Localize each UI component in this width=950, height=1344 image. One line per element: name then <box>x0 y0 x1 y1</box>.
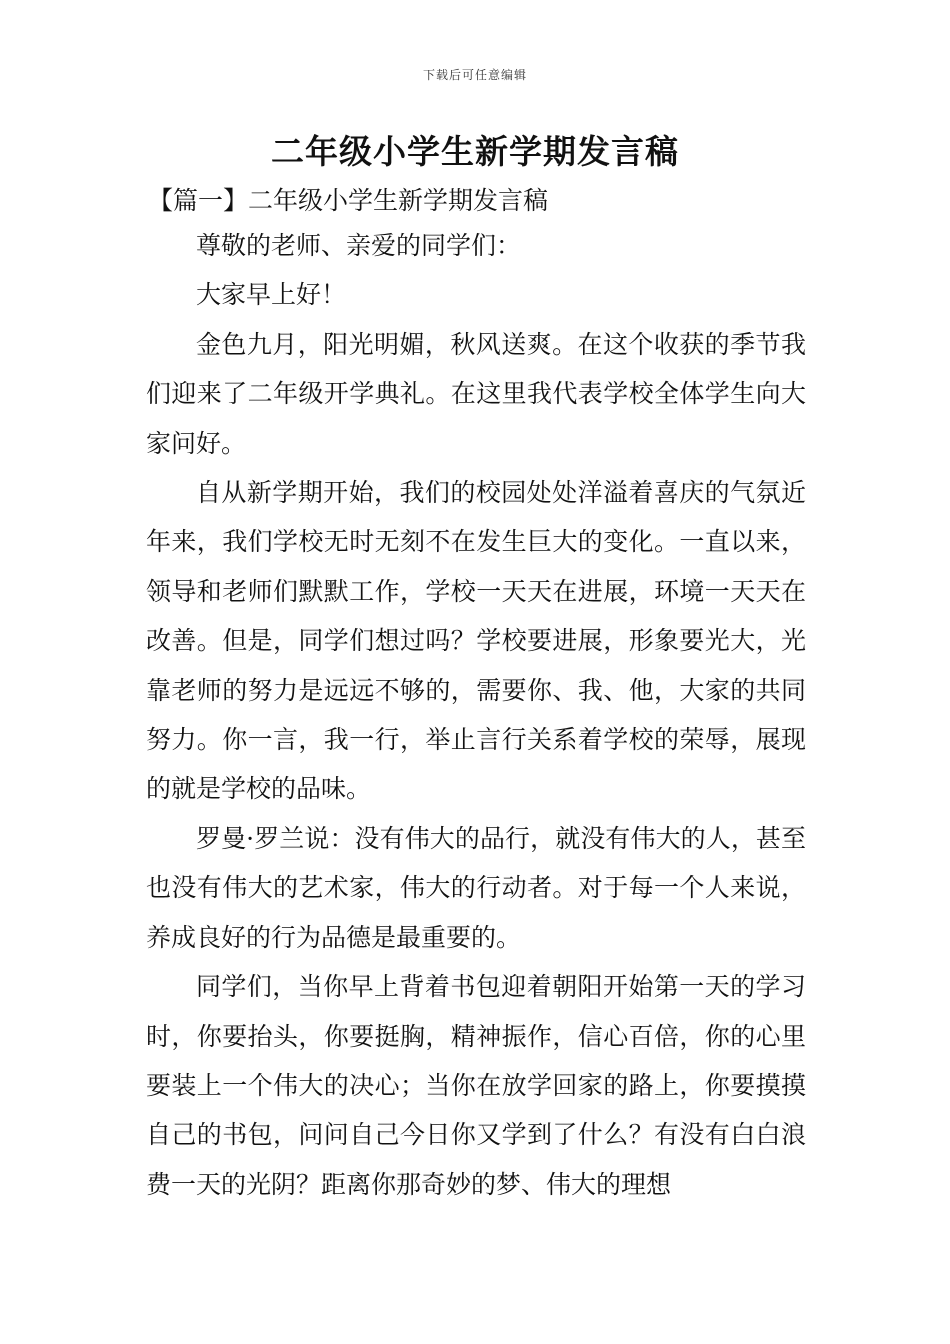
header-note: 下载后可任意编辑 <box>422 68 527 82</box>
document-title: 二年级小学生新学期发言稿 <box>271 132 679 171</box>
paragraph-2: 自从新学期开始，我们的校园处处洋溢着喜庆的气氛近年来，我们学校无时无刻不在发生巨大的变化。一直以来，领导和老师们默默工作，学校一天天在进展，环境一天天在改善。但是，同学们想过吗？学校要进展，形象要光大，光靠老师的努力是远远不够的，需要你、我、他，大家的共同努力。你一言，我一行，举止言行关系着学校的荣辱，展现的就是学校的品味。 <box>146 478 806 804</box>
paragraph-1: 金色九月，阳光明媚，秋风送爽。在这个收获的季节我们迎来了二年级开学典礼。在这里我代表学校全体学生向大家问好。 <box>146 329 806 458</box>
section-heading: 【篇一】二年级小学生新学期发言稿 <box>148 186 549 215</box>
paragraph-3: 罗曼·罗兰说：没有伟大的品行，就没有伟大的人，甚至也没有伟大的艺术家，伟大的行动者。对于每一个人来说，养成良好的行为品德是最重要的。 <box>146 823 806 952</box>
paragraph-4: 同学们，当你早上背着书包迎着朝阳开始第一天的学习时，你要抬头，你要挺胸，精神振作，信心百倍，你的心里要装上一个伟大的决心；当你在放学回家的路上，你要摸摸自己的书包，问问自己今日你又学到了什么？有没有白白浪费一天的光阴？距离你那奇妙的梦、伟大的理想 <box>146 972 806 1199</box>
document-body <box>146 221 806 1209</box>
paragraph-greeting: 大家早上好！ <box>196 280 347 310</box>
paragraph-salutation: 尊敬的老师、亲爱的同学们： <box>196 231 522 260</box>
